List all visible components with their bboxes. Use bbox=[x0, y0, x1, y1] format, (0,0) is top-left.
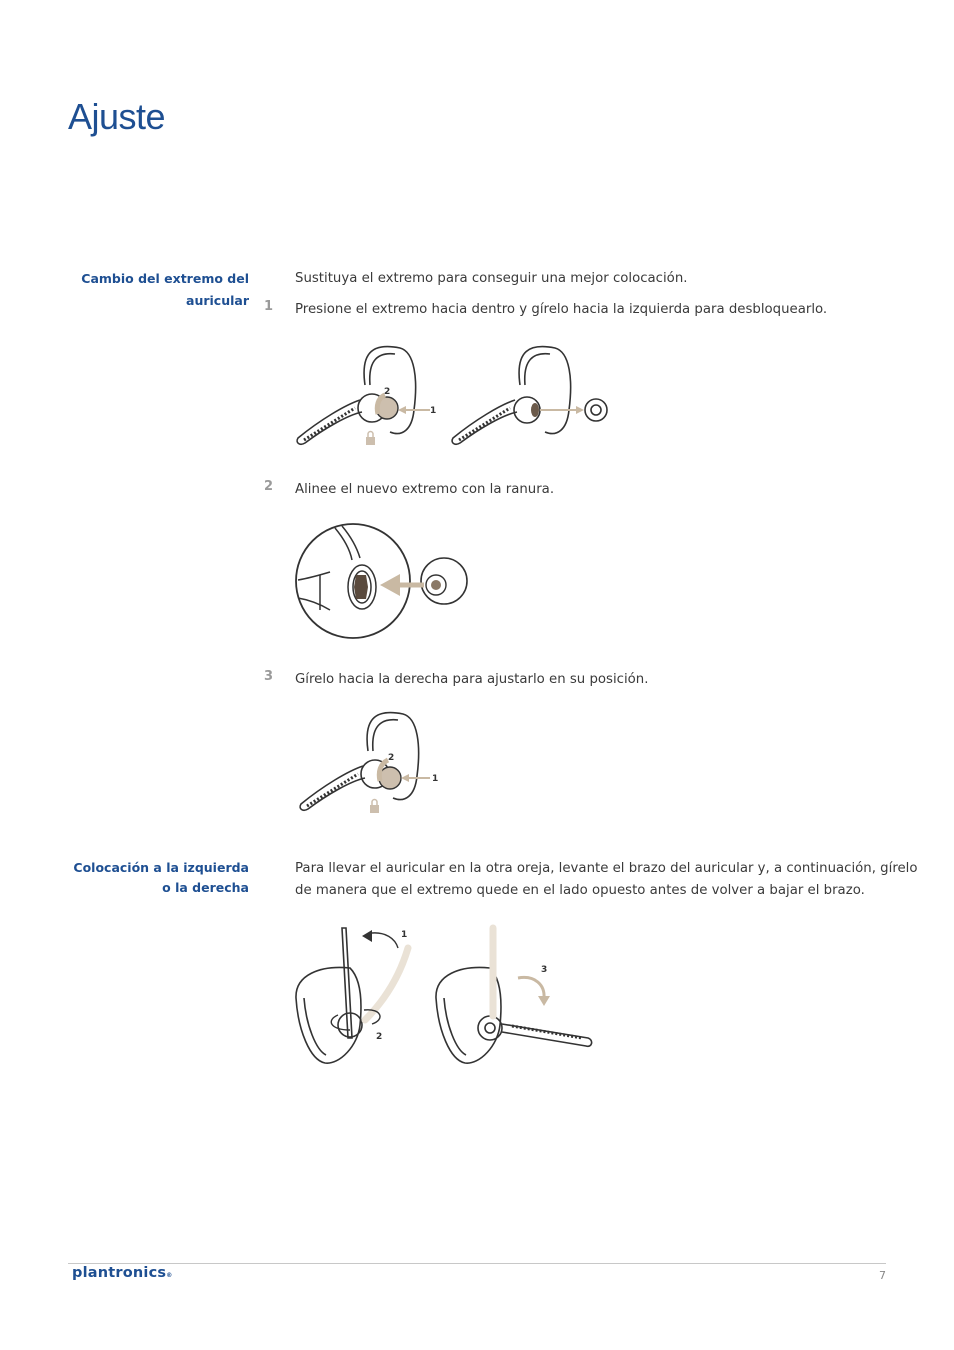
tip-intro-text: Sustituya el extremo para conseguir una mejor colocación. bbox=[295, 271, 688, 286]
step-text-3: Gírelo hacia la derecha para ajustarlo en su posición. bbox=[295, 672, 649, 687]
step-number-2: 2 bbox=[264, 479, 274, 494]
brand-logo: plantronics® bbox=[72, 1265, 173, 1281]
figure4-label-rotate: 2 bbox=[376, 1032, 383, 1042]
figure1-label-rotate: 2 bbox=[384, 387, 391, 397]
figure-align-tip bbox=[290, 520, 480, 645]
footer-divider bbox=[68, 1263, 886, 1264]
section-heading-wear-side: Colocación a la izquierda o la derecha bbox=[73, 860, 249, 895]
page-number: 7 bbox=[879, 1269, 886, 1282]
section-heading-tip-change: Cambio del extremo del auricular bbox=[81, 271, 249, 308]
figure4-label-lift: 1 bbox=[401, 930, 408, 940]
figure3-label-press: 1 bbox=[432, 774, 439, 784]
step-number-3: 3 bbox=[264, 669, 274, 684]
figure-switch-ear bbox=[290, 920, 600, 1070]
figure-unlock-tip bbox=[290, 340, 620, 455]
figure-lock-tip bbox=[290, 708, 450, 818]
figure1-label-press: 1 bbox=[430, 406, 437, 416]
step-text-1: Presione el extremo hacia dentro y gírelo hacia la izquierda para desbloquearlo. bbox=[295, 302, 828, 317]
figure3-label-rotate: 2 bbox=[388, 753, 395, 763]
wear-side-text: Para llevar el auricular en la otra oreja, levante el brazo del auricular y, a continuación, gírelo de manera que el extremo quede en el lado opuesto antes de volver a bajar el brazo. bbox=[295, 861, 918, 898]
figure4-label-lower: 3 bbox=[541, 965, 548, 975]
page-title: Ajuste bbox=[68, 96, 166, 137]
step-text-2: Alinee el nuevo extremo con la ranura. bbox=[295, 482, 555, 497]
step-number-1: 1 bbox=[264, 299, 274, 314]
